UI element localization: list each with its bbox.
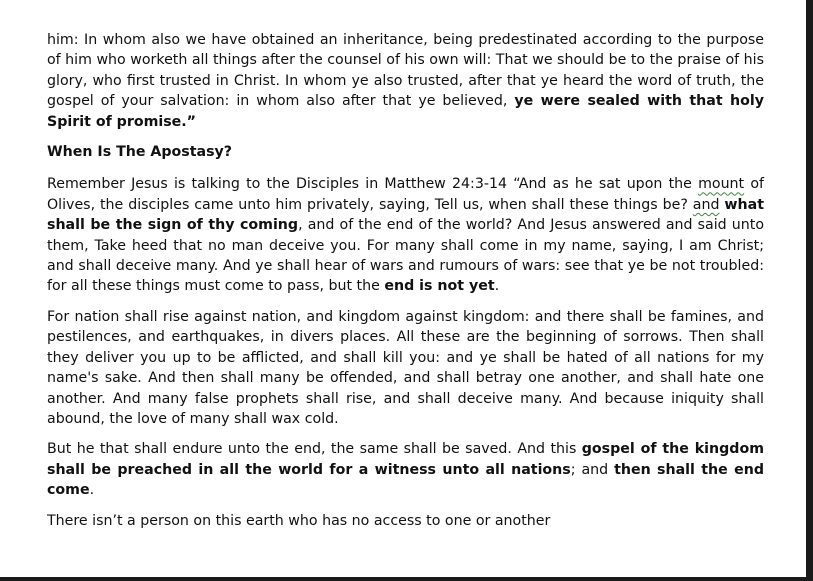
paragraph-2-bold-2: end is not yet xyxy=(384,278,495,295)
paragraph-4-text-a: But he that shall endure unto the end, the same shall be saved. And this xyxy=(47,441,582,458)
paragraph-2-text-e: . xyxy=(494,278,500,295)
paragraph-2-text-a: Remember Jesus is talking to the Disciples in Matthew 24:3-14 “And as he sat upon the xyxy=(47,176,699,193)
paragraph-2 xyxy=(47,174,764,296)
spellcheck-word-mount: mount xyxy=(698,176,745,193)
paragraph-1-bold: ye were sealed with that holy Spirit of promise.” xyxy=(47,93,764,130)
spellcheck-word-and: and xyxy=(692,196,720,213)
paragraph-3: For nation shall rise against nation, and kingdom against kingdom: and there shall be famines, and pestilences, and earthquakes, in divers places. All these are the beginning of sorrows. Then shall they deliver you up to be afflicted, and shall kill you: and ye shall be hated of all nations for my name's sake. And then shall many be offended, and shall betray one another, and shall hate one another. And many false prophets shall rise, and shall deceive many. And because iniquity shall abound, the love of many shall wax cold. xyxy=(47,308,764,427)
paragraph-5: There isn’t a person on this earth who has no access to one or another xyxy=(47,512,551,529)
paragraph-4-bold-2: then shall the end come xyxy=(47,461,764,499)
page-edge-bottom xyxy=(0,577,813,581)
paragraph-4-text-c: . xyxy=(89,482,95,499)
paragraph-2-text-b: of Olives, the disciples came unto him privately, saying, Tell us, when shall these things be? xyxy=(47,176,765,213)
paragraph-2-text-d: , and of the end of the world? And Jesus answered and said unto them, Take heed that no man deceive you. For many shall come in my name, saying, I am Christ; and shall deceive many. And ye shall hear of wars and rumours of wars: see that ye be not troubled: for all these things must come to pass, but the xyxy=(47,217,765,295)
page-edge-right xyxy=(806,0,813,581)
paragraph-2-bold-1: what shall be the sign of thy coming xyxy=(47,196,764,234)
paragraph-1-text: him: In whom also we have obtained an inheritance, being predestinated according to the purpose of him who worketh all things after the counsel of his own will: That we should be to the praise of his glory, who first trusted in Christ. In whom ye also trusted, after that ye heard the word of truth, the gospel of your salvation: in whom also after that ye believed, xyxy=(47,32,764,110)
paragraph-1 xyxy=(47,30,764,132)
paragraph-4-bold-1: gospel of the kingdom shall be preached in all the world for a witness unto all nations xyxy=(47,441,764,478)
section-heading: When Is The Apostasy? xyxy=(47,144,233,161)
document-body xyxy=(47,30,764,541)
paragraph-4-text-b: ; and xyxy=(570,461,615,478)
paragraph-4 xyxy=(47,439,764,500)
